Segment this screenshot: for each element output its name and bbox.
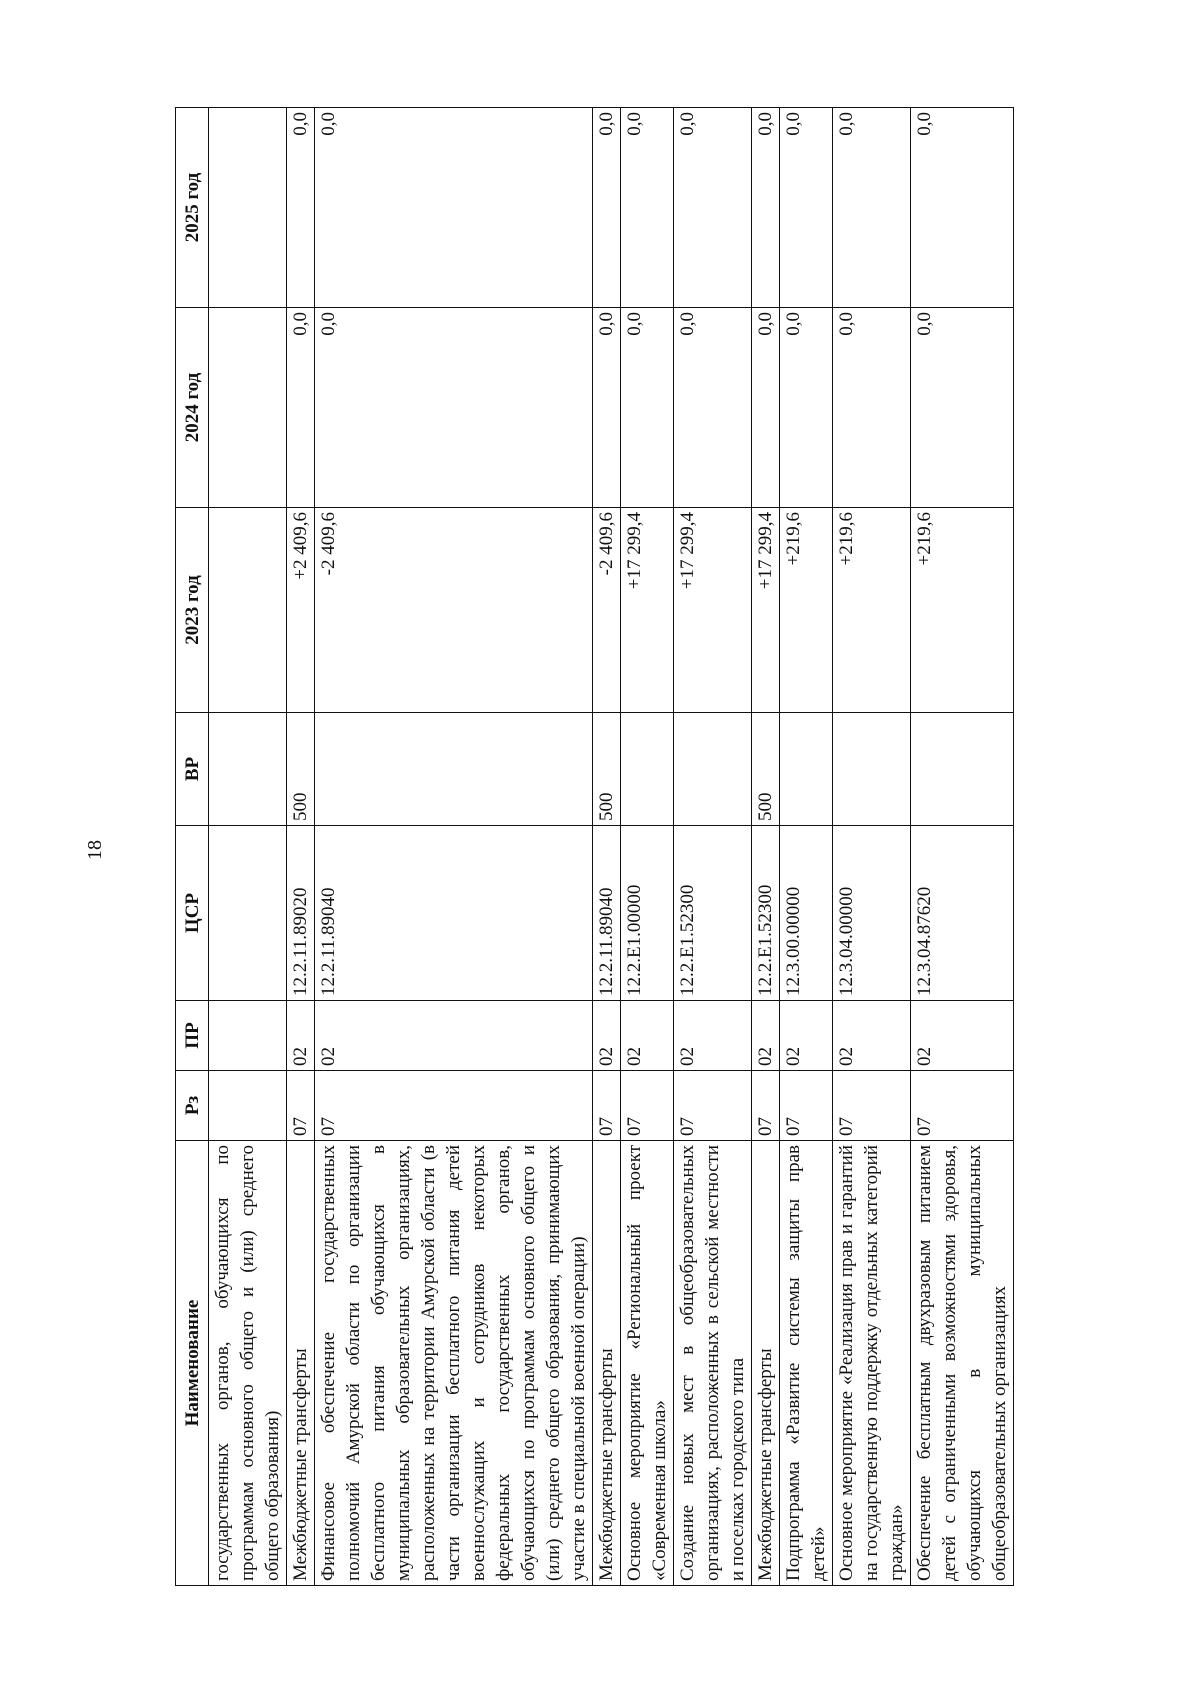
- cell-rz: 07: [621, 1071, 674, 1141]
- cell-2025: 0,0: [911, 108, 1014, 308]
- cell-2023: -2 409,6: [315, 508, 593, 713]
- cell-csr: 12.3.04.87620: [911, 826, 1014, 1001]
- table-row: [621, 108, 674, 1586]
- cell-rz: 07: [752, 1071, 780, 1141]
- cell-pr: 02: [315, 1001, 593, 1071]
- cell-2025: 0,0: [833, 108, 911, 308]
- table-row: [287, 108, 315, 1586]
- cell-2023: -2 409,6: [593, 508, 621, 713]
- cell-2023: +2 409,6: [287, 508, 315, 713]
- cell-2024: 0,0: [315, 308, 593, 508]
- cell-rz: 07: [780, 1071, 833, 1141]
- cell-vr: 500: [287, 713, 315, 826]
- cell-name: Межбюджетные трансферты: [752, 1141, 780, 1586]
- cell-2025: [209, 108, 287, 308]
- cell-2025: 0,0: [621, 108, 674, 308]
- cell-2025: 0,0: [593, 108, 621, 308]
- cell-2023: +17 299,4: [752, 508, 780, 713]
- cell-name: Создание новых мест в общеобразовательных организациях, расположенных в сельской местности и поселках городского типа: [674, 1141, 752, 1586]
- table-row: [315, 108, 593, 1586]
- table-row: [752, 108, 780, 1586]
- cell-vr: 500: [752, 713, 780, 826]
- cell-rz: 07: [674, 1071, 752, 1141]
- cell-pr: 02: [593, 1001, 621, 1071]
- cell-rz: 07: [833, 1071, 911, 1141]
- table-row: [911, 108, 1014, 1586]
- cell-name: Межбюджетные трансферты: [593, 1141, 621, 1586]
- cell-2023: [209, 508, 287, 713]
- cell-pr: 02: [780, 1001, 833, 1071]
- cell-2023: +219,6: [911, 508, 1014, 713]
- cell-vr: [209, 713, 287, 826]
- cell-csr: 12.2.Е1.52300: [674, 826, 752, 1001]
- cell-pr: 02: [287, 1001, 315, 1071]
- cell-vr: [780, 713, 833, 826]
- header-pr: ПР: [176, 1001, 209, 1071]
- cell-2023: +219,6: [833, 508, 911, 713]
- table-header-row: [176, 108, 209, 1586]
- cell-2024: 0,0: [621, 308, 674, 508]
- cell-csr: 12.2.11.89040: [315, 826, 593, 1001]
- cell-rz: 07: [593, 1071, 621, 1141]
- cell-vr: [621, 713, 674, 826]
- cell-name: Межбюджетные трансферты: [287, 1141, 315, 1586]
- cell-rz: 07: [315, 1071, 593, 1141]
- cell-rz: 07: [911, 1071, 1014, 1141]
- cell-2025: 0,0: [674, 108, 752, 308]
- header-vr: ВР: [176, 713, 209, 826]
- cell-2025: 0,0: [752, 108, 780, 308]
- cell-pr: 02: [674, 1001, 752, 1071]
- cell-name: Финансовое обеспечение государственных полномочий Амурской области по организации бесплатного питания обучающихся в муниципальных образовательных организациях, расположенных на территории Амурской области (в части организации бесплатного питания детей военнослужащих и сотрудников некоторых федеральных государственных органов, обучающихся по программам основного общего и (или) среднего общего образования, принимающих участие в специальной военной операции): [315, 1141, 593, 1586]
- cell-csr: 12.3.04.00000: [833, 826, 911, 1001]
- budget-table: [175, 107, 1014, 1586]
- table-row: [780, 108, 833, 1586]
- cell-pr: [209, 1001, 287, 1071]
- cell-name: Подпрограмма «Развитие системы защиты прав детей»: [780, 1141, 833, 1586]
- cell-name: Обеспечение бесплатным двухразовым питанием детей с ограниченными возможностями здоровья, обучающихся в муниципальных общеобразовательных организациях: [911, 1141, 1014, 1586]
- cell-csr: 12.2.Е1.52300: [752, 826, 780, 1001]
- cell-2024: 0,0: [287, 308, 315, 508]
- header-2023: 2023 год: [176, 508, 209, 713]
- cell-2024: 0,0: [674, 308, 752, 508]
- cell-2023: +17 299,4: [674, 508, 752, 713]
- cell-vr: [674, 713, 752, 826]
- cell-2024: 0,0: [752, 308, 780, 508]
- page-number: 18: [84, 840, 106, 860]
- table-row: [209, 108, 287, 1586]
- header-csr: ЦСР: [176, 826, 209, 1001]
- cell-2024: [209, 308, 287, 508]
- cell-pr: 02: [621, 1001, 674, 1071]
- cell-vr: [911, 713, 1014, 826]
- header-2025: 2025 год: [176, 108, 209, 308]
- cell-rz: [209, 1071, 287, 1141]
- cell-csr: 12.2.11.89020: [287, 826, 315, 1001]
- cell-vr: [833, 713, 911, 826]
- cell-csr: 12.3.00.00000: [780, 826, 833, 1001]
- table-row: [674, 108, 752, 1586]
- cell-name: Основное мероприятие «Реализация прав и гарантий на государственную поддержку отдельных категорий граждан»: [833, 1141, 911, 1586]
- cell-2024: 0,0: [911, 308, 1014, 508]
- cell-csr: 12.2.Е1.00000: [621, 826, 674, 1001]
- rotated-table-container: [175, 108, 1040, 1586]
- header-2024: 2024 год: [176, 308, 209, 508]
- cell-2025: 0,0: [780, 108, 833, 308]
- cell-2025: 0,0: [315, 108, 593, 308]
- cell-2023: +219,6: [780, 508, 833, 713]
- table-row: [593, 108, 621, 1586]
- cell-name: государственных органов, обучающихся по программам основного общего и (или) среднего общего образования): [209, 1141, 287, 1586]
- cell-2024: 0,0: [593, 308, 621, 508]
- cell-2024: 0,0: [780, 308, 833, 508]
- cell-rz: 07: [287, 1071, 315, 1141]
- header-name: Наименование: [176, 1141, 209, 1586]
- cell-pr: 02: [752, 1001, 780, 1071]
- cell-csr: 12.2.11.89040: [593, 826, 621, 1001]
- header-rz: Рз: [176, 1071, 209, 1141]
- table-row: [833, 108, 911, 1586]
- cell-csr: [209, 826, 287, 1001]
- cell-2024: 0,0: [833, 308, 911, 508]
- cell-pr: 02: [833, 1001, 911, 1071]
- cell-vr: [315, 713, 593, 826]
- cell-vr: 500: [593, 713, 621, 826]
- cell-2023: +17 299,4: [621, 508, 674, 713]
- cell-pr: 02: [911, 1001, 1014, 1071]
- cell-name: Основное мероприятие «Региональный проект «Современная школа»: [621, 1141, 674, 1586]
- cell-2025: 0,0: [287, 108, 315, 308]
